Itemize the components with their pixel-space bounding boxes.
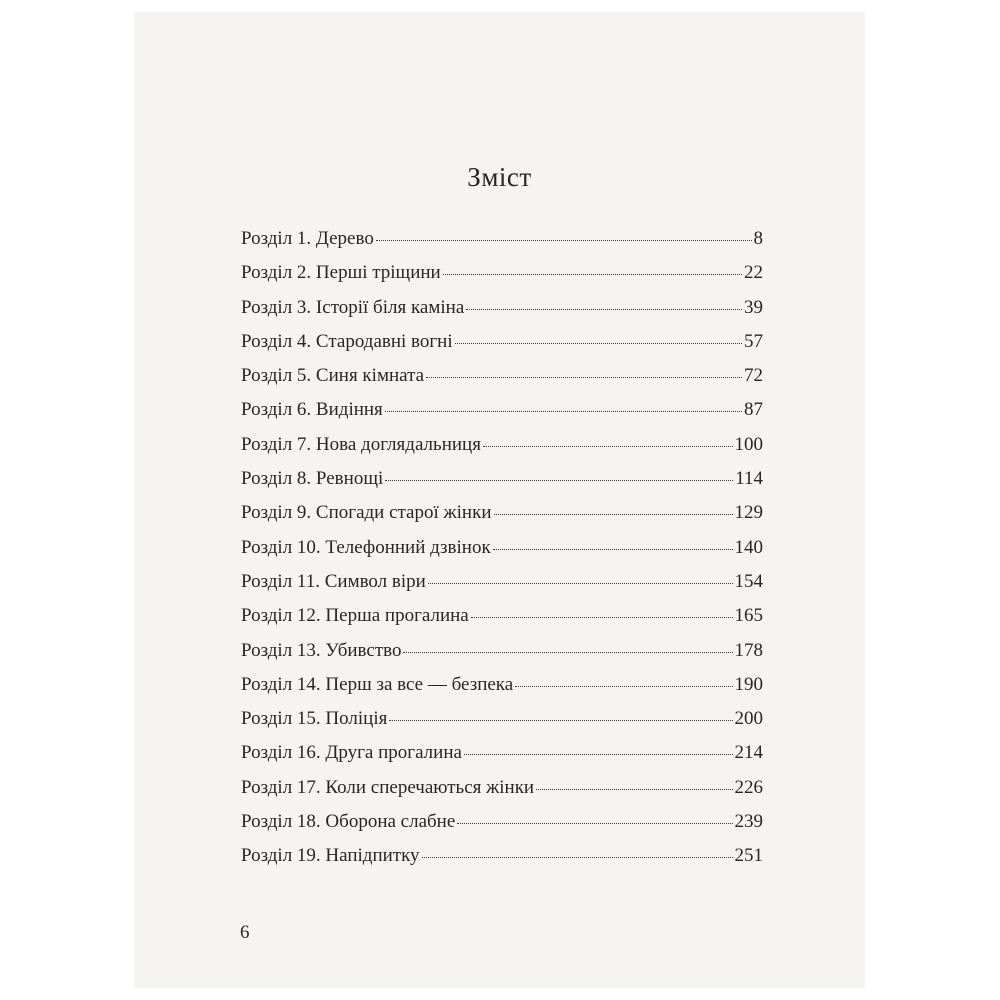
toc-entry-label: Розділ 7. Нова доглядальниця <box>241 433 481 455</box>
toc-entry <box>241 262 763 296</box>
toc-entry-label: Розділ 17. Коли сперечаються жінки <box>241 776 535 798</box>
toc-entry-label: Розділ 8. Ревнощі <box>241 468 384 490</box>
dot-leader <box>455 343 742 344</box>
dot-leader <box>471 617 733 618</box>
dot-leader <box>385 480 733 481</box>
toc-entry-page: 140 <box>734 536 763 558</box>
toc-entry-label: Розділ 14. Перш за все — безпека <box>241 673 514 695</box>
toc-entry-label: Розділ 16. Друга прогалина <box>241 742 462 764</box>
toc-entry-label: Розділ 3. Історії біля каміна <box>241 296 465 318</box>
toc-entry-page: 190 <box>734 673 763 695</box>
toc-entry-page: 200 <box>734 708 763 730</box>
toc-entry <box>241 708 763 742</box>
toc-entry <box>241 537 763 571</box>
toc-entry <box>241 742 763 776</box>
toc-entry <box>241 674 763 708</box>
dot-leader <box>426 377 742 378</box>
toc-entry <box>241 605 763 639</box>
toc-entry <box>241 777 763 811</box>
toc-entry-page: 154 <box>734 570 763 592</box>
toc-entry-label: Розділ 1. Дерево <box>241 228 374 249</box>
dot-leader <box>483 446 733 447</box>
page-title: Зміст <box>467 162 532 192</box>
toc-entry-page: 100 <box>734 433 763 455</box>
toc-entry-page: 8 <box>753 228 763 249</box>
toc-entry <box>241 399 763 433</box>
dot-leader <box>464 754 733 755</box>
toc-entry <box>241 365 763 399</box>
toc-entry <box>241 571 763 605</box>
toc-entry-label: Розділ 13. Убивство <box>241 639 402 661</box>
toc-entry-page: 251 <box>734 845 763 867</box>
toc-entry-page: 87 <box>744 399 763 421</box>
dot-leader <box>428 583 733 584</box>
dot-leader <box>493 549 733 550</box>
toc-entry-page: 129 <box>734 502 763 524</box>
toc-entry <box>241 468 763 502</box>
toc-entry-page: 57 <box>744 330 763 352</box>
dot-leader <box>443 274 742 275</box>
toc-entry-label: Розділ 5. Синя кімната <box>241 365 425 387</box>
dot-leader <box>536 789 732 790</box>
toc-entry <box>241 845 763 879</box>
toc-entry-label: Розділ 18. Оборона слабне <box>241 811 456 833</box>
toc-entry-page: 39 <box>744 296 763 318</box>
toc-entry-label: Розділ 6. Видіння <box>241 399 383 421</box>
toc-entry <box>241 434 763 468</box>
toc-entry-page: 165 <box>734 605 763 627</box>
book-page <box>134 12 865 988</box>
page-number: 6 <box>240 922 250 943</box>
toc-entry-page: 72 <box>744 365 763 387</box>
toc-entry <box>241 502 763 536</box>
dot-leader <box>494 514 733 515</box>
toc-entry-label: Розділ 12. Перша прогалина <box>241 605 469 627</box>
dot-leader <box>385 411 742 412</box>
dot-leader <box>389 720 732 721</box>
dot-leader <box>376 240 752 241</box>
toc-entry <box>241 331 763 365</box>
dot-leader <box>515 686 732 687</box>
toc-entry-page: 239 <box>734 811 763 833</box>
dot-leader <box>422 857 733 858</box>
toc-entry-label: Розділ 2. Перші тріщини <box>241 262 441 284</box>
dot-leader <box>457 823 732 824</box>
toc-entry-label: Розділ 15. Поліція <box>241 708 388 730</box>
toc-entry-label: Розділ 19. Напідпитку <box>241 845 420 867</box>
toc-entry <box>241 811 763 845</box>
dot-leader <box>403 652 732 653</box>
toc-entry-page: 178 <box>734 639 763 661</box>
toc-entry-page: 114 <box>735 468 763 490</box>
toc-entry <box>241 640 763 674</box>
toc-entry-label: Розділ 11. Символ віри <box>241 570 426 592</box>
toc-entry-label: Розділ 4. Стародавні вогні <box>241 330 453 352</box>
dot-leader <box>466 309 742 310</box>
toc-entry-label: Розділ 9. Спогади старої жінки <box>241 502 492 524</box>
toc-entry-page: 226 <box>734 776 763 798</box>
toc-entry-page: 22 <box>744 262 763 284</box>
toc-entry <box>241 297 763 331</box>
toc-entry-label: Розділ 10. Телефонний дзвінок <box>241 536 491 558</box>
table-of-contents <box>241 228 763 880</box>
toc-entry <box>241 228 763 262</box>
toc-entry-page: 214 <box>734 742 763 764</box>
